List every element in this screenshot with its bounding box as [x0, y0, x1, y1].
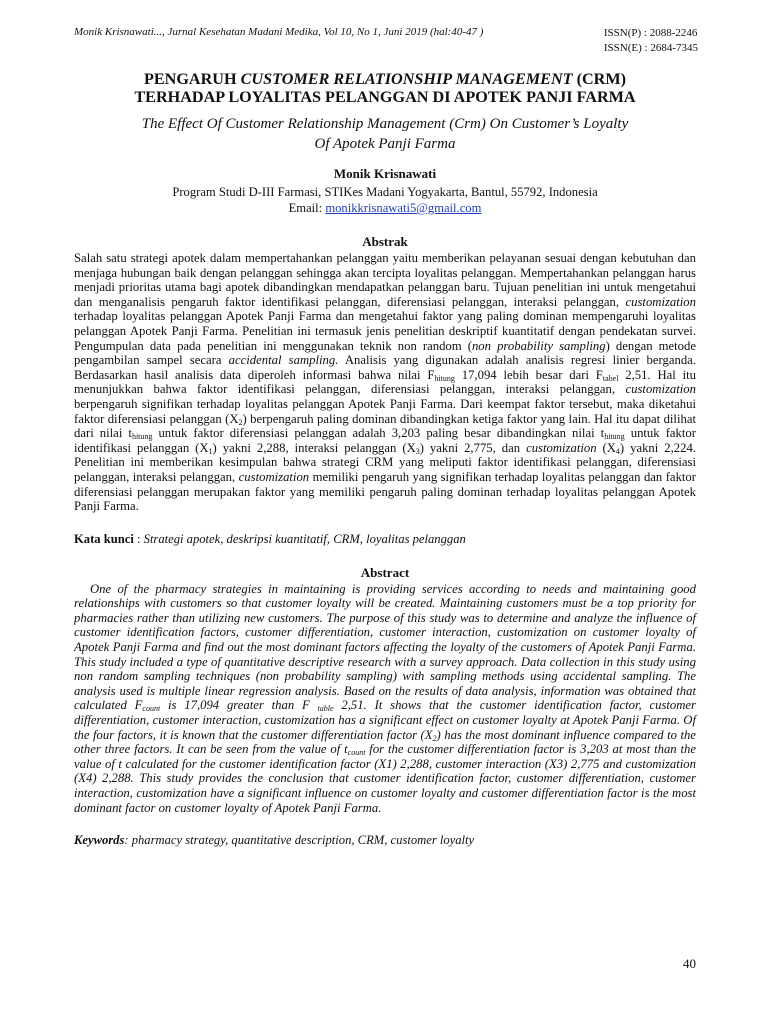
issn-block — [604, 26, 698, 56]
page — [74, 24, 696, 848]
journal-citation: Monik Krisnawati..., Jurnal Kesehatan Madani Medika, Vol 10, No 1, Juni 2019 (hal:40-47 ) — [74, 26, 484, 38]
issn-print: ISSN(P) : 2088-2246 — [603, 27, 698, 39]
abstract-body: One of the pharmacy strategies in maintaining is providing services according to needs and maintaining good relationships with customers so that customer loyalty will be created. Maintaining customers must be a top priority for pharmacies rather than utilizing new customers. The purpose of this study was to determine and analyze the influence of customer identification factors, customer differentiation, customer interaction, customization on customer loyalty of Apotek Panji Farma and find out the most dominant factors affecting the loyalty of the customers of Apotek Panji Farma. This study included a type of quantitative descriptive research with a survey approach. Data collection in this study using non random sampling techniques (non probability sampling) with sampling methods using accidental sampling. The analysis used is multiple linear regression analysis. Based on the results of data analysis, information was obtained that calculated $F_{count}$ is 17,094 greater than F $_{table}$ 2,51. It shows that the customer identification factor, customer differentiation, customer interaction, customization has a significant effect on customer loyalty at Apotek Panji Farma. Of the four factors, it is known that the customer differentiation factor $(X_2)$ has the most dominant influence compared to the other three factors. It can be seen from the value of $t_{count}$ for the customer differentiation factor is 3,203 at most than the value of t calculated for the customer identification factor (X1) 2,288, customer interaction (X3) 2,775 and customization (X4) 2,288. This study provides the conclusion that customer identification factor, customer differentiation, customer interaction, customization have a significant influence on customer loyalty and customer differentiation factor is the most dominant factor on customer loyalty of Apotek Panji Farma. — [74, 581, 697, 815]
running-header — [74, 24, 696, 58]
issn-electronic: ISSN(E) : 2684-7345 — [603, 42, 698, 54]
author-email: Email: monikkrisnawati5@gmail.com — [288, 201, 482, 215]
page-number: 40 — [683, 956, 696, 971]
title-line-2: TERHADAP LOYALITAS PELANGGAN DI APOTEK PANJI FARMA — [134, 88, 636, 106]
abstract-heading: Abstract — [360, 564, 410, 580]
title-italic: CUSTOMER RELATIONSHIP MANAGEMENT — [240, 70, 573, 88]
keywords: Keywords: pharmacy strategy, quantitative description, CRM, customer loyalty — [74, 833, 475, 848]
title-line-1: PENGARUH CUSTOMER RELATIONSHIP MANAGEMENT (CRM) — [143, 70, 627, 88]
abstrak-body: Salah satu strategi apotek dalam mempertahankan pelanggan yaitu memberikan pelayanan sesuai dengan kebutuhan dan menjaga hubungan baik dengan pelanggan sehingga akan tercipta loyalitas pelanggan. Mempertahankan pelanggan harus menjadi prioritas utama bagi apotek dibandingkan mendapatkan pelanggan baru. Tujuan penelitian ini untuk mengetahui dan menganalisis pengaruh faktor identifikasi pelanggan, diferensiasi pelanggan, interaksi pelanggan, customization terhadap loyalitas pelanggan Apotek Panji Farma dan mengetahui faktor yang paling dominan mempengaruhi loyalitas pelanggan Apotek Panji Farma. Penelitian ini termasuk jenis penelitian deskriptif kuantitatif dengan pendekatan survei. Pengumpulan data pada penelitian ini menggunakan teknik non random (non probability sampling) dengan metode pengambilan sampel secara accidental sampling. Analisis yang digunakan adalah analisis regresi linier berganda. Berdasarkan hasil analisis data diperoleh informasi bahwa nilai $F_{hitung}$ 17,094 lebih besar dari $F_{tabel}$ 2,51. Hal itu menunjukkan bahwa faktor identifikasi pelanggan, diferensiasi pelanggan, interaksi pelanggan, customization berpengaruh signifikan terhadap loyalitas pelanggan Apotek Panji Farma. Dari keempat faktor tersebut, maka diketahui faktor diferensiasi pelanggan $(X_2)$ berpengaruh paling dominan dibandingkan ketiga faktor yang lain. Hal itu dapat dilihat dari nilai $t_{hitung}$ untuk faktor diferensiasi pelanggan adalah 3,203 paling besar dibandingkan nilai $t_{hitung}$ untuk faktor identifikasi pelanggan $(X_1)$ yakni 2,288, interaksi pelanggan $(X_3)$ yakni 2,775, dan customization $(X_4)$ yakni 2,224. Penelitian ini memberikan kesimpulan bahwa strategi CRM yang meliputi faktor identifikasi pelanggan, diferensiasi pelanggan, interaksi pelanggan, customization memiliki pengaruh yang signifikan terhadap loyalitas pelanggan dan faktor diferensiasi pelanggan merupakan faktor yang memiliki pengaruh paling dominan terhadap loyalitas pelanggan Apotek Panji Farma. — [74, 251, 697, 514]
paper-title — [74, 70, 696, 106]
abstrak-heading: Abstrak — [362, 234, 408, 249]
author-affiliation: Program Studi D-III Farmasi, STIKes Madani Yogyakarta, Bantul, 55792, Indonesia Email: monikkrisnawati5@gmail.com — [74, 184, 696, 216]
email-link[interactable]: monikkrisnawati5@gmail.com — [325, 201, 482, 215]
kata-kunci: Kata kunci : Strategi apotek, deskripsi kuantitatif, CRM, loyalitas pelanggan — [74, 531, 466, 546]
author-name: Monik Krisnawati — [333, 166, 437, 181]
english-title: The Effect Of Customer Relationship Management (Crm) On Customer’s Loyalty Of Apotek Panji Farma — [141, 116, 629, 152]
